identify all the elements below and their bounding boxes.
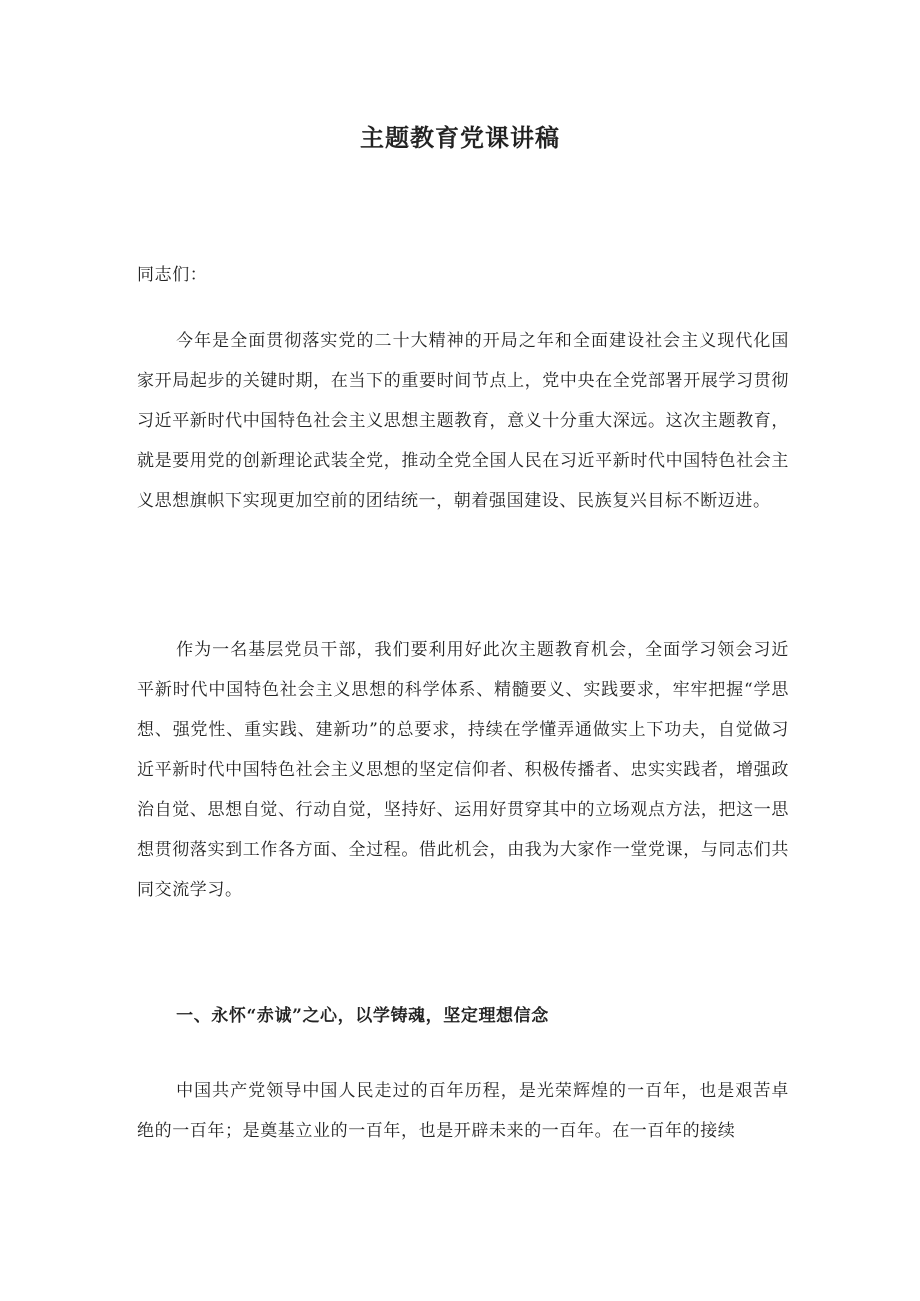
- salutation: 同志们：: [137, 265, 208, 285]
- paragraph-purpose: 作为一名基层党员干部，我们要利用好此次主题教育机会，全面学习领会习近平新时代中国特色社会主义思想的科学体系、精髓要义、实践要求，牢牢把握“学思想、强党性、重实践、建新功”的总要求，持续在学懂弄通做实上下功夫，自觉做习近平新时代中国特色社会主义思想的坚定信仰者、积极传播者、忠实实践者，增强政治自觉、思想自觉、行动自觉，坚持好、运用好贯穿其中的立场观点方法，把这一思想贯彻落实到工作各方面、全过程。借此机会，由我为大家作一堂党课，与同志们共同交流学习。: [137, 640, 789, 900]
- paragraph-intro: 今年是全面贯彻落实党的二十大精神的开局之年和全面建设社会主义现代化国家开局起步的关键时期，在当下的重要时间节点上，党中央在全党部署开展学习贯彻习近平新时代中国特色社会主义思想主题教育，意义十分重大深远。这次主题教育，就是要用党的创新理论武装全党，推动全党全国人民在习近平新时代中国特色社会主义思想旗帜下实现更加空前的团结统一，朝着强国建设、民族复兴目标不断迈进。: [137, 331, 789, 511]
- paragraph-section-1: 中国共产党领导中国人民走过的百年历程，是光荣辉煌的一百年，也是艰苦卓绝的一百年；是奠基立业的一百年，也是开辟未来的一百年。在一百年的接续: [137, 1081, 789, 1141]
- document-title: 主题教育党课讲稿: [360, 123, 560, 152]
- section-heading: 一、永怀“赤诚”之心，以学铸魂，坚定理想信念: [176, 1006, 549, 1026]
